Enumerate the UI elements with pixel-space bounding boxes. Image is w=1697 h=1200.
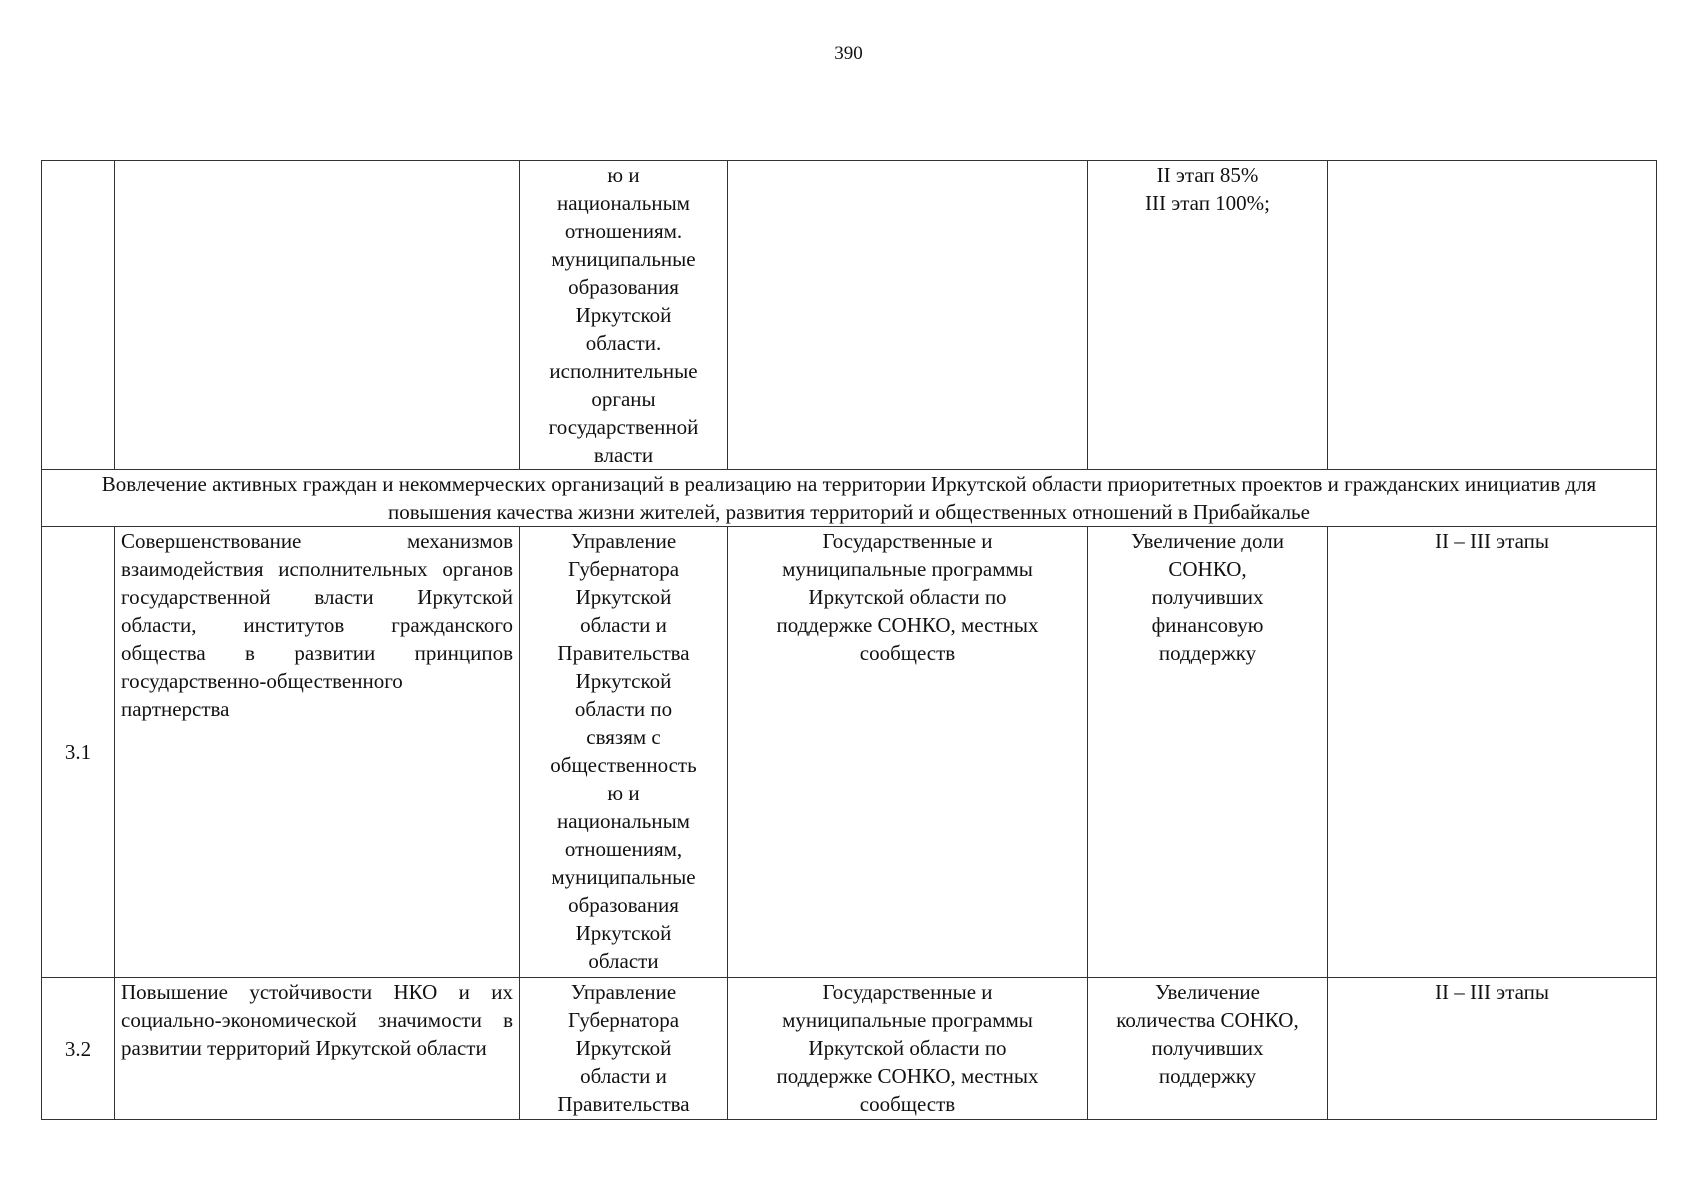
section-heading-row — [42, 470, 1657, 527]
table-row — [42, 527, 1657, 978]
section-heading: Вовлечение активных граждан и некоммерческих организаций в реализацию на территории Иркутской области приоритетных проектов и гражданских инициатив для повышения качества жизни жителей, развития территорий и общественных отношений в Прибайкалье — [42, 470, 1657, 527]
measure-cell: Совершенствование механизмов взаимодействия исполнительных органов государственной власти Иркутской области, институтов гражданского общества в развитии принципов государственно-общественного партнерства — [115, 527, 520, 978]
source-cell — [728, 161, 1088, 470]
responsible-cell: ю и национальным отношениям. муниципальные образования Иркутской области. исполнительные органы государственной власти — [520, 161, 728, 470]
responsible-cell: Управление Губернатора Иркутской области и Правительства — [520, 978, 728, 1120]
table-row-continuation — [42, 161, 1657, 470]
indicator-cell: Увеличение доли СОНКО, получивших финансовую поддержку — [1088, 527, 1328, 978]
measures-table — [41, 160, 1657, 1120]
row-number-cell: 3.2 — [42, 978, 115, 1120]
measure-cell — [115, 161, 520, 470]
period-cell: II – III этапы — [1328, 978, 1657, 1120]
table-row — [42, 978, 1657, 1120]
row-number-cell — [42, 161, 115, 470]
source-cell: Государственные и муниципальные программы Иркутской области по поддержке СОНКО, местных сообществ — [728, 978, 1088, 1120]
page-number: 390 — [834, 43, 863, 64]
row-number-cell: 3.1 — [42, 527, 115, 978]
indicator-cell: II этап 85% III этап 100%; — [1088, 161, 1328, 470]
measure-cell: Повышение устойчивости НКО и их социально-экономической значимости в развитии территорий Иркутской области — [115, 978, 520, 1120]
period-cell — [1328, 161, 1657, 470]
source-cell: Государственные и муниципальные программы Иркутской области по поддержке СОНКО, местных сообществ — [728, 527, 1088, 978]
period-cell: II – III этапы — [1328, 527, 1657, 978]
indicator-cell: Увеличение количества СОНКО, получивших поддержку — [1088, 978, 1328, 1120]
responsible-cell: Управление Губернатора Иркутской области и Правительства Иркутской области по связям с общественность ю и национальным отношениям, муниципальные образования Иркутской области — [520, 527, 728, 978]
